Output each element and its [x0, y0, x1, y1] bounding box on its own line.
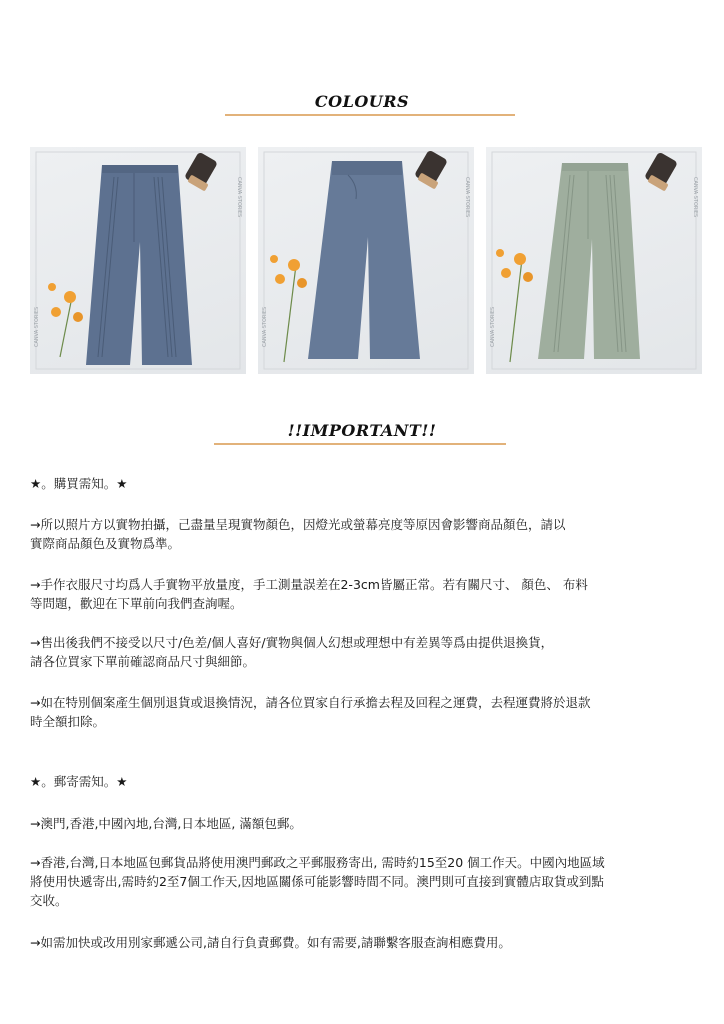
sage-pants-image	[486, 147, 702, 374]
shipping-title: ★。郵寄需知。★	[30, 774, 128, 789]
svg-text:CANVA STORIES: CANVA STORIES	[236, 177, 242, 218]
svg-text:CANVA STORIES: CANVA STORIES	[490, 306, 496, 347]
svg-text:CANVA STORIES: CANVA STORIES	[34, 306, 40, 347]
important-heading: !!IMPORTANT!!	[287, 421, 437, 440]
shipping-paragraph-3: →如需加快或改用別家郵遞公司,請自行負責郵費。如有需要,請聯繫客服查詢相應費用。	[30, 935, 511, 950]
purchase-paragraph-2: →手作衣服尺寸均爲人手實物平放量度，手工測量誤差在2-3cm皆屬正常。若有關尺寸、 顏色、 布料 等問題，歡迎在下單前向我們查詢喔。	[30, 577, 588, 611]
blue-pants-image	[258, 147, 474, 374]
important-underline	[214, 443, 506, 445]
svg-text:CANVA STORIES: CANVA STORIES	[464, 177, 470, 218]
shipping-section-title	[30, 772, 690, 791]
shipping-paragraph-1: →澳門,香港,中國內地,台灣,日本地區, 滿額包郵。	[30, 816, 302, 831]
photo-navy-pants[interactable]	[30, 147, 246, 374]
shipping-paragraph-2: →香港,台灣,日本地區包郵貨品將使用澳門郵政之平郵服務寄出, 需時約15至20 個工作天。中國內地區域 將使用快遞寄出,需時約2至7個工作天,因地區關係可能影響時間不同。澳門則可直接到實體店取貨或到點 交收。	[30, 855, 605, 908]
svg-text:CANVA STORIES: CANVA STORIES	[692, 177, 698, 218]
colour-photos	[30, 147, 702, 374]
colours-heading: COLOURS	[314, 92, 410, 111]
photo-sage-pants[interactable]	[486, 147, 702, 374]
purchase-title: ★。購買需知。★	[30, 476, 128, 491]
svg-text:CANVA STORIES: CANVA STORIES	[262, 306, 268, 347]
purchase-section-title	[30, 474, 690, 493]
purchase-paragraph-1: →所以照片方以實物拍攝，己盡量呈現實物顏色，因燈光或螢幕亮度等原因會影響商品顏色，請以 實際商品顏色及實物爲準。	[30, 517, 566, 551]
navy-pants-image	[30, 147, 246, 374]
purchase-paragraph-3: →售出後我們不接受以尺寸/色差/個人喜好/實物與個人幻想或理想中有差異等爲由提供退換貨， 請各位買家下單前確認商品尺寸與細節。	[30, 635, 554, 669]
purchase-paragraph-4: →如在特別個案產生個別退貨或退換情況，請各位買家自行承擔去程及回程之運費，去程運費將於退款 時全額扣除。	[30, 695, 591, 729]
photo-blue-pants[interactable]	[258, 147, 474, 374]
colours-underline	[225, 114, 515, 116]
